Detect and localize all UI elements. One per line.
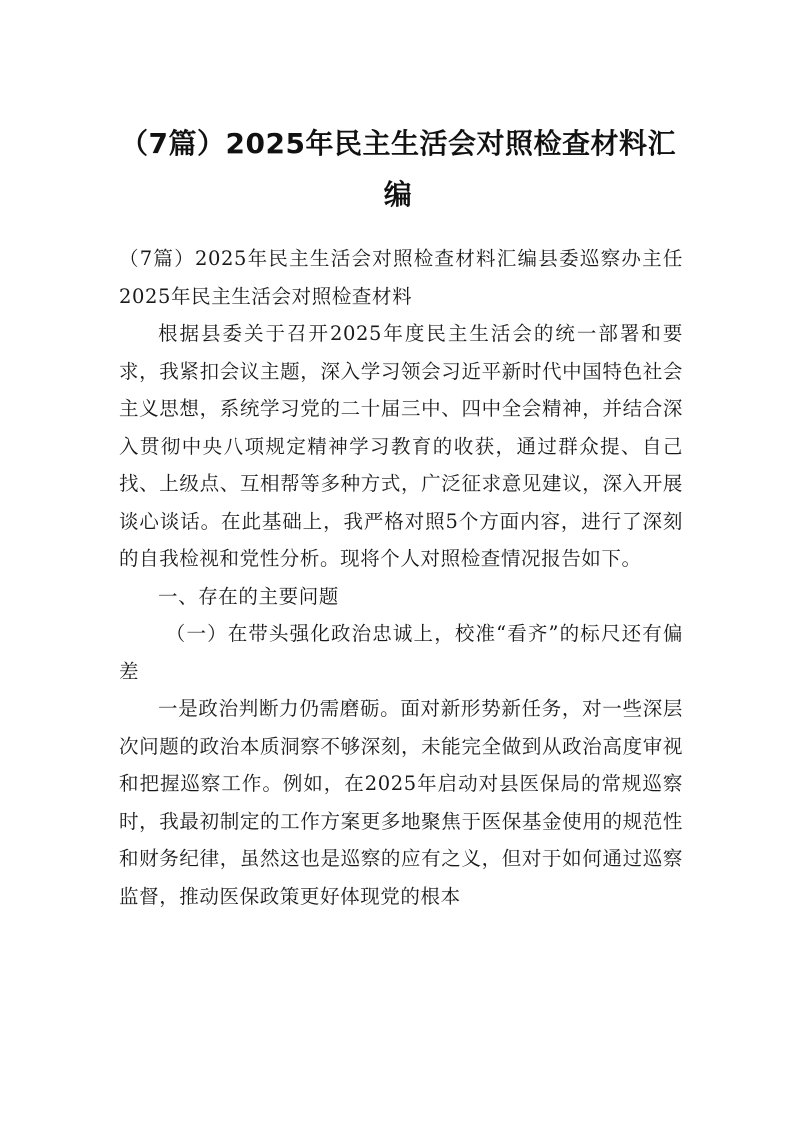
page-title: （7篇）2025年民主生活会对照检查材料汇编 — [120, 127, 676, 211]
subtitle-paragraph: （7篇）2025年民主生活会对照检查材料汇编县委巡察办主任2025年民主生活会对照检查材料 — [119, 247, 683, 308]
body-paragraph: 一是政治判断力仍需磨砺。面对新形势新任务，对一些深层次问题的政治本质洞察不够深刻，未能完全做到从政治高度审视和把握巡察工作。例如，在2025年启动对县医保局的常规巡察时，我最初制定的工作方案更多地聚焦于医保基金使用的规范性和财务纪律，虽然这也是巡察的应有之义，但对于如何通过巡察监督，推动医保政策更好体现党的根本 — [119, 697, 683, 908]
document-body — [119, 240, 683, 915]
section-heading: 一、存在的主要问题 — [158, 584, 339, 608]
intro-paragraph: 根据县委关于召开2025年度民主生活会的统一部署和要求，我紧扣会议主题，深入学习领会习近平新时代中国特色社会主义思想，系统学习党的二十届三中、四中全会精神，并结合深入贯彻中央八项规定精神学习教育的收获，通过群众提、自己找、上级点、互相帮等多种方式，广泛征求意见建议，深入开展谈心谈话。在此基础上，我严格对照5个方面内容，进行了深刻的自我检视和党性分析。现将个人对照检查情况报告如下。 — [119, 322, 683, 570]
subsection-heading: （一）在带头强化政治忠诚上，校准“看齐”的标尺还有偏差 — [119, 622, 683, 683]
